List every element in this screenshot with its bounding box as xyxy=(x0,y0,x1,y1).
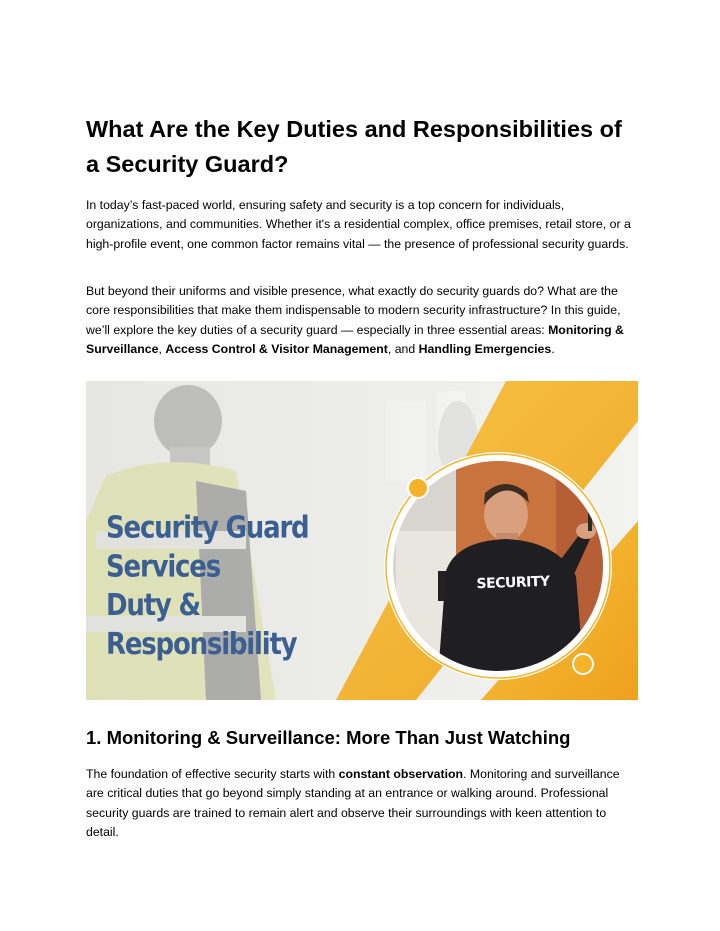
section-1-paragraph: The foundation of effective security starts with constant observation. Monitoring and surveillance are critical duties that go beyond simply standing at an entrance or walking around. Professional security guards are trained to remain alert and observe their surroundings with keen attention to detail. xyxy=(86,767,620,840)
vest-security-label: SECURITY xyxy=(476,573,550,593)
yellow-dot-bottom xyxy=(573,654,593,674)
overview-text: But beyond their uniforms and visible presence, what exactly do security guards do? What are the core responsibilities that make them indispensable to modern security infrastructure? In this guide, we’ll explore the key duties of a security guard — especially in three essential areas: xyxy=(86,284,621,337)
area-emergencies: Handling Emergencies xyxy=(418,342,552,357)
banner-title xyxy=(106,509,396,665)
banner-image xyxy=(86,381,638,700)
intro-paragraph: In today’s fast-paced world, ensuring safety and security is a top concern for individuals, organizations, and communities. Whether it's a residential complex, office premises, retail store, or a high-profile event, one common factor remains vital — the presence of professional security guards. xyxy=(86,198,631,251)
area-monitoring: Monitoring & Surveillance xyxy=(86,322,624,357)
section-1-heading: 1. Monitoring & Surveillance: More Than Just Watching xyxy=(86,727,571,748)
yellow-dot-top xyxy=(408,478,428,498)
constant-observation-emphasis: constant observation xyxy=(338,767,464,781)
banner-title-line-2: Duty & Responsibility xyxy=(106,588,297,663)
banner-title-line-1: Security Guard Services xyxy=(106,510,309,585)
overview-paragraph: But beyond their uniforms and visible presence, what exactly do security guards do? What are the core responsibilities that make them indispensable to modern security infrastructure? In this guide, we’ll explore the key duties of a security guard — especially in three essential areas: Monitoring & Surveillance, Access Control & Visitor Management, and Handling Emergencies. xyxy=(86,284,624,357)
area-access-control: Access Control & Visitor Management xyxy=(165,342,388,357)
article-title: What Are the Key Duties and Responsibilities of a Security Guard? xyxy=(86,116,622,177)
